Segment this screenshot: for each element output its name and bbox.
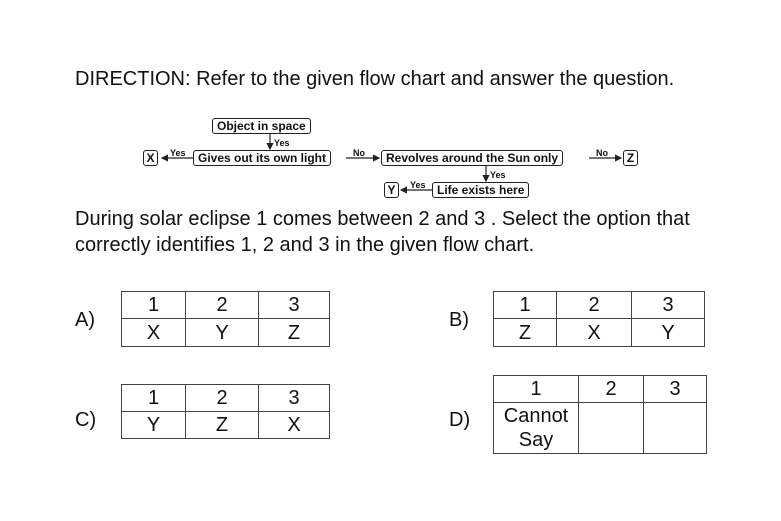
flow-node-gives-light: Gives out its own light <box>193 150 331 166</box>
flow-label-yes-1: Yes <box>274 138 290 148</box>
option-b-cell-3: Y <box>632 319 705 347</box>
option-b-label[interactable]: B) <box>449 309 469 331</box>
question-text: During solar eclipse 1 comes between 2 and 3 . Select the option that correctly identifies 1, 2 and 3 in the given flow chart. <box>75 208 690 256</box>
option-c-header-3: 3 <box>259 385 330 412</box>
option-d-header-2: 2 <box>579 376 644 403</box>
option-a-label[interactable]: A) <box>75 309 95 331</box>
option-b-table[interactable] <box>493 291 705 347</box>
option-a-header-3: 3 <box>259 292 330 319</box>
option-a-header-1: 1 <box>122 292 186 319</box>
flow-label-no-1: No <box>353 148 365 158</box>
flow-label-no-2: No <box>596 148 608 158</box>
option-a-cell-1: X <box>122 319 186 347</box>
option-c-cell-3: X <box>259 412 330 439</box>
option-d-header-3: 3 <box>644 376 707 403</box>
option-b-cell-2: X <box>557 319 632 347</box>
option-b-header-2: 2 <box>557 292 632 319</box>
option-a-cell-2: Y <box>186 319 259 347</box>
option-d-cell-2 <box>579 403 644 454</box>
flow-node-x: X <box>143 150 158 166</box>
flow-label-yes-3: Yes <box>410 180 426 190</box>
option-a-table[interactable] <box>121 291 330 347</box>
direction-text: DIRECTION: Refer to the given flow chart and answer the question. <box>75 68 675 90</box>
option-d-header-1: 1 <box>494 376 579 403</box>
option-c-header-1: 1 <box>122 385 186 412</box>
flow-node-life-exists: Life exists here <box>432 182 529 198</box>
flow-node-y: Y <box>384 182 399 198</box>
option-a-cell-3: Z <box>259 319 330 347</box>
option-c-cell-2: Z <box>186 412 259 439</box>
flow-node-z: Z <box>623 150 638 166</box>
option-d-label[interactable]: D) <box>449 409 471 431</box>
flow-node-object-in-space: Object in space <box>212 118 311 134</box>
option-b-header-1: 1 <box>494 292 557 319</box>
flow-label-yes-left: Yes <box>170 148 186 158</box>
option-c-cell-1: Y <box>122 412 186 439</box>
option-b-cell-1: Z <box>494 319 557 347</box>
flow-node-revolves: Revolves around the Sun only <box>381 150 563 166</box>
option-d-table[interactable] <box>493 375 707 454</box>
option-a-header-2: 2 <box>186 292 259 319</box>
option-c-table[interactable] <box>121 384 330 439</box>
option-c-label[interactable]: C) <box>75 409 97 431</box>
option-c-header-2: 2 <box>186 385 259 412</box>
option-d-cell-3 <box>644 403 707 454</box>
option-b-header-3: 3 <box>632 292 705 319</box>
option-d-cell-1: Cannot Say <box>494 403 579 454</box>
flow-label-yes-2: Yes <box>490 170 506 180</box>
